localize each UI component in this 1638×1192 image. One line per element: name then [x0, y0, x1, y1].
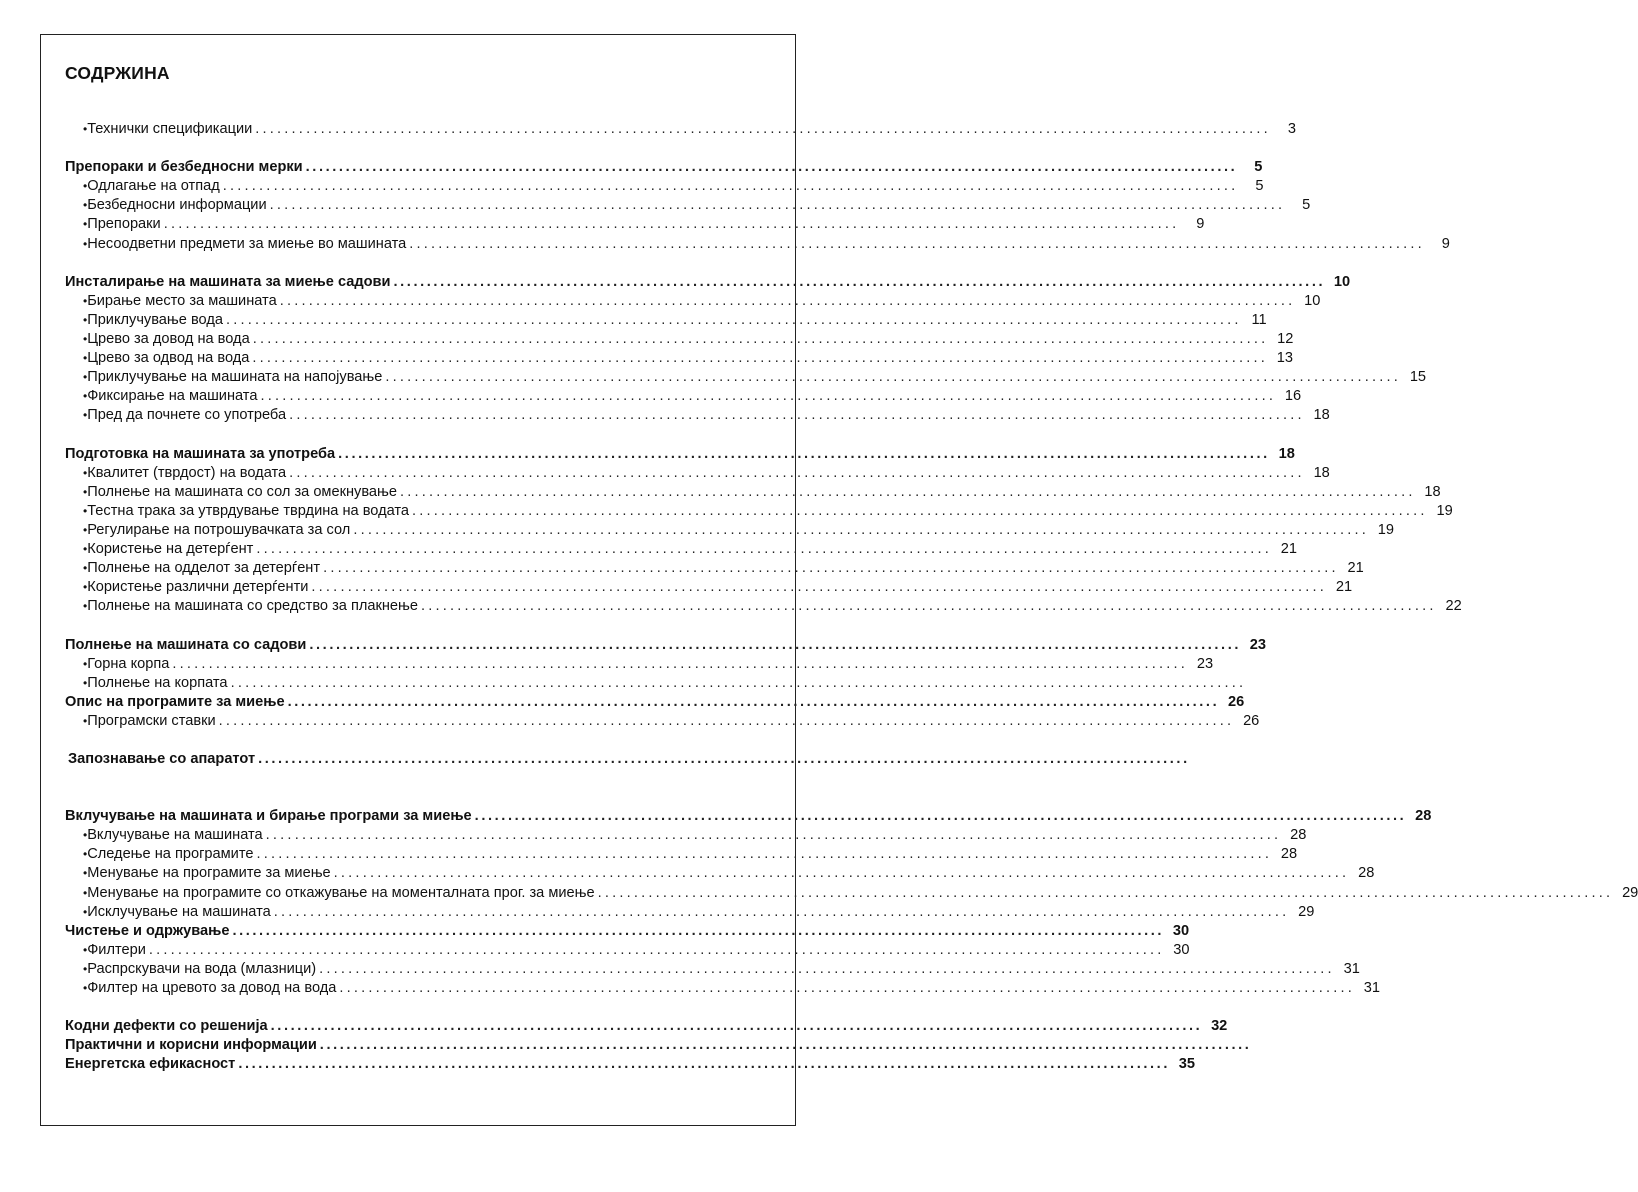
toc-spacer — [65, 255, 737, 274]
dot-leader: ............................................................................................................................................ — [255, 121, 1271, 137]
toc-entry[interactable] — [65, 350, 1294, 369]
bullet-icon: • — [83, 217, 88, 232]
toc-entry[interactable] — [65, 197, 1311, 216]
toc-page-number: 3 — [1287, 121, 1296, 137]
page-title: СОДРЖИНА — [65, 63, 170, 83]
dot-leader: ............................................................................................................................................ — [385, 369, 1402, 386]
toc-label: Црево за одвод на вода — [87, 350, 250, 367]
toc-page-number: 5 — [1254, 159, 1263, 176]
toc-page-number: 21 — [1280, 541, 1298, 558]
dot-leader: ............................................................................................................................................ — [218, 712, 1235, 729]
toc-page-number: 12 — [1277, 331, 1294, 348]
dot-leader: ............................................................................................................................................ — [279, 292, 1296, 309]
bullet-icon: • — [83, 961, 88, 976]
toc-entry[interactable] — [65, 388, 1302, 407]
dot-leader: ............................................................................................................................................ — [260, 388, 1277, 405]
toc-spacer — [65, 999, 737, 1018]
toc-entry[interactable] — [65, 674, 1247, 694]
toc-entry[interactable] — [65, 846, 1298, 865]
toc-entry[interactable] — [65, 541, 1298, 560]
toc-page-number: 29 — [1622, 884, 1638, 901]
toc-label: Фиксирање на машината — [87, 388, 258, 405]
toc-entry[interactable] — [65, 960, 1360, 980]
dot-leader: ............................................................................................................................................ — [273, 903, 1290, 920]
toc-page-number: 35 — [1178, 1056, 1195, 1073]
dot-leader: ............................................................................................................................................ — [311, 579, 1328, 596]
toc-page-number: 10 — [1304, 292, 1321, 309]
toc-section[interactable] — [65, 273, 1351, 293]
toc-label: Полнење на машината со садови — [65, 636, 307, 653]
dot-leader: ............................................................................................................................................ — [225, 311, 1242, 328]
toc-label: Користење различни детерѓенти — [87, 579, 309, 596]
dot-leader: ............................................................................................................................................ — [222, 178, 1239, 195]
toc-label: Одлагање на отпад — [87, 178, 220, 195]
toc-entry[interactable] — [65, 579, 1353, 598]
bullet-icon: • — [83, 293, 88, 308]
dot-leader: ............................................................................................................................................ — [421, 598, 1437, 615]
toc-label: Вклучување на машината и бирање програми за миење — [65, 808, 472, 825]
toc-label: Чистење и одржување — [65, 922, 230, 939]
toc-page-number: 15 — [1409, 369, 1427, 386]
toc-label: Пред да почнете со употреба — [87, 407, 287, 424]
toc-entry[interactable] — [65, 865, 1375, 884]
toc-label: Полнење на корпата — [87, 674, 228, 691]
dot-leader: ............................................................................................................................................ — [270, 1018, 1203, 1035]
toc-entry[interactable] — [65, 407, 1330, 426]
toc-label: Користење на детерѓент — [87, 541, 254, 558]
bullet-icon: • — [83, 389, 88, 404]
dot-leader: ............................................................................................................................................ — [163, 216, 1180, 233]
toc-label: Опис на програмите за миење — [65, 693, 285, 710]
toc-spacer — [65, 140, 737, 159]
bullet-icon: • — [83, 370, 88, 385]
toc-label: Бирање место за машината — [87, 292, 277, 309]
dot-leader: ............................................................................................................................................ — [319, 960, 1335, 977]
bullet-icon: • — [83, 542, 88, 557]
dot-leader: ............................................................................................................................................ — [172, 655, 1189, 672]
toc-page-number: 5 — [1302, 197, 1311, 214]
toc-label: Подготовка на машината за употреба — [65, 445, 336, 462]
dot-leader: ............................................................................................................................................ — [339, 980, 1356, 997]
toc-entry[interactable] — [65, 292, 1321, 312]
dot-leader: ............................................................................................................................................ — [289, 464, 1305, 481]
toc-entry[interactable] — [65, 235, 1450, 255]
toc-label: Програмски ставки — [87, 712, 216, 729]
toc-label: Несоодветни предмети за миење во машината — [87, 235, 407, 252]
dot-leader: ............................................................................................................................................ — [148, 941, 1165, 958]
dot-leader: ............................................................................................................................................ — [474, 808, 1407, 825]
toc-section[interactable] — [65, 159, 1263, 178]
toc-entry[interactable] — [65, 941, 1190, 961]
toc-entry[interactable] — [65, 598, 1462, 617]
dot-leader: ............................................................................................................................................ — [269, 197, 1286, 214]
bullet-icon: • — [83, 675, 88, 690]
toc-entry[interactable] — [65, 464, 1330, 484]
toc-page-number: 22 — [1445, 598, 1462, 615]
toc-label: Распрскувачи на вода (млазници) — [87, 960, 317, 977]
toc-page-number: 30 — [1173, 941, 1190, 958]
dot-leader: ............................................................................................................................................ — [230, 674, 1247, 691]
toc-page-number: 18 — [1313, 407, 1330, 424]
toc-label: Регулирање на потрошувачката за сол — [87, 521, 351, 538]
toc-label: Технички спецификации — [87, 121, 253, 137]
dot-leader: ............................................................................................................................................ — [265, 827, 1282, 844]
toc-page-number: 28 — [1415, 808, 1432, 825]
toc-section[interactable] — [65, 693, 1245, 713]
toc-label: Вклучување на машината — [87, 827, 263, 844]
toc-entry[interactable] — [65, 884, 1638, 904]
toc-entry[interactable] — [65, 655, 1214, 675]
bullet-icon: • — [83, 656, 88, 671]
toc-section[interactable] — [65, 1056, 1195, 1075]
toc-section[interactable] — [65, 751, 1190, 770]
toc-entry[interactable] — [65, 903, 1315, 923]
bullet-icon: • — [83, 981, 88, 996]
toc-page-number: 23 — [1196, 655, 1214, 672]
bullet-icon: • — [83, 847, 88, 862]
bullet-icon: • — [83, 332, 88, 347]
bullet-icon: • — [83, 866, 88, 881]
bullet-icon: • — [83, 561, 88, 576]
dot-leader: ............................................................................................................................................ — [597, 884, 1614, 901]
toc-entry[interactable] — [65, 216, 1205, 235]
toc-entry[interactable] — [65, 502, 1453, 522]
bullet-icon: • — [83, 179, 88, 194]
toc-label: Енергетска ефикасност — [65, 1056, 236, 1073]
bullet-icon: • — [83, 828, 88, 843]
toc-label: Безбедносни информации — [87, 197, 267, 214]
toc-page-number: 29 — [1298, 903, 1315, 920]
dot-leader: ............................................................................................................................................ — [409, 235, 1425, 252]
bullet-icon: • — [83, 484, 88, 499]
dot-leader: ............................................................................................................................................ — [256, 846, 1273, 863]
toc-page-number: 19 — [1377, 521, 1394, 538]
toc-entry[interactable] — [65, 178, 1264, 197]
toc-section[interactable] — [65, 1018, 1228, 1037]
bullet-icon: • — [83, 885, 88, 900]
toc-label: Тестна трака за утврдување тврдина на водата — [87, 502, 410, 519]
toc-entry[interactable] — [65, 121, 1296, 140]
toc-label: Црево за довод на вода — [87, 331, 250, 348]
toc-section[interactable] — [65, 922, 1190, 942]
toc-label: Полнење на машината со средство за плакнење — [87, 598, 419, 615]
toc-entry[interactable] — [65, 331, 1294, 350]
toc-page-number: 23 — [1249, 636, 1267, 653]
toc-entry[interactable] — [65, 712, 1260, 732]
toc-page-number: 13 — [1276, 350, 1294, 367]
toc-label: Филтери — [87, 941, 146, 958]
bullet-icon: • — [83, 599, 88, 614]
toc-page-number: 28 — [1290, 827, 1307, 844]
toc-label: Препораки и безбедносни мерки — [65, 159, 303, 176]
toc-page-number: 32 — [1211, 1018, 1228, 1035]
toc-label: Препораки — [87, 216, 161, 233]
dot-leader: ............................................................................................................................................ — [232, 922, 1165, 939]
dot-leader: ............................................................................................................................................ — [289, 407, 1305, 424]
toc-label: Следење на програмите — [87, 846, 254, 863]
dot-leader: ............................................................................................................................................ — [252, 350, 1269, 367]
toc-page-number: 26 — [1243, 712, 1260, 729]
toc-label: Горна корпа — [87, 655, 170, 672]
toc-label: Исклучување на машината — [87, 903, 271, 920]
dot-leader: ............................................................................................................................................ — [353, 521, 1369, 538]
bullet-icon: • — [83, 580, 88, 595]
toc-label: Полнење на одделот за детерѓент — [87, 560, 321, 577]
toc-page-number: 28 — [1280, 846, 1298, 863]
toc-spacer — [65, 732, 737, 751]
toc-section[interactable] — [65, 1037, 1252, 1056]
dot-leader: ............................................................................................................................................ — [309, 636, 1242, 653]
dot-leader: ............................................................................................................................................ — [319, 1037, 1252, 1054]
dot-leader: ............................................................................................................................................ — [333, 865, 1350, 882]
dot-leader: ............................................................................................................................................ — [305, 159, 1238, 176]
toc-section[interactable] — [65, 445, 1295, 465]
dot-leader: ............................................................................................................................................ — [412, 502, 1428, 519]
toc-section[interactable] — [65, 636, 1267, 656]
toc-page-number: 16 — [1284, 388, 1302, 405]
toc-page-number: 19 — [1436, 502, 1453, 519]
toc-page-number: 28 — [1358, 865, 1375, 882]
toc-page-number: 5 — [1255, 178, 1264, 195]
toc-section[interactable] — [65, 808, 1432, 827]
toc-page-number: 18 — [1278, 445, 1295, 462]
toc-label: Филтер на цревото за довод на вода — [87, 980, 337, 997]
dot-leader: ............................................................................................................................................ — [252, 331, 1269, 348]
toc-entry[interactable] — [65, 369, 1427, 388]
dot-leader: ............................................................................................................................................ — [287, 693, 1220, 710]
bullet-icon: • — [83, 522, 88, 537]
dot-leader: ............................................................................................................................................ — [338, 445, 1270, 462]
bullet-icon: • — [83, 351, 88, 366]
bullet-icon: • — [83, 312, 88, 327]
bullet-icon: • — [83, 904, 88, 919]
bullet-icon: • — [83, 236, 88, 251]
bullet-icon: • — [83, 465, 88, 480]
toc-entry[interactable] — [65, 980, 1381, 999]
toc-label: Кодни дефекти со решенија — [65, 1018, 268, 1035]
toc-label: Менување на програмите за миење — [87, 865, 331, 882]
dot-leader: ............................................................................................................................................ — [393, 273, 1326, 290]
toc-page-number: 30 — [1172, 922, 1190, 939]
toc-entry[interactable] — [65, 521, 1394, 541]
table-of-contents — [65, 121, 1638, 1076]
toc-page-number: 31 — [1363, 980, 1381, 997]
toc-page-number: 18 — [1313, 464, 1330, 481]
toc-page-number: 11 — [1251, 311, 1267, 328]
toc-label: Запознавање со апаратот — [68, 751, 256, 768]
toc-page-number: 26 — [1228, 693, 1245, 710]
toc-page-number: 31 — [1343, 960, 1360, 977]
bullet-icon: • — [83, 503, 88, 518]
bullet-icon: • — [83, 198, 88, 213]
toc-page-number: 18 — [1424, 483, 1441, 500]
toc-entry[interactable] — [65, 827, 1307, 846]
toc-page-number: 21 — [1335, 579, 1353, 596]
toc-label: Практични и корисни информации — [65, 1037, 317, 1054]
dot-leader: ............................................................................................................................................ — [256, 541, 1273, 558]
bullet-icon: • — [83, 942, 88, 957]
toc-entry[interactable] — [65, 483, 1441, 503]
toc-page-number: 21 — [1347, 560, 1364, 577]
toc-page-number: 9 — [1441, 235, 1450, 252]
dot-leader: ............................................................................................................................................ — [238, 1056, 1170, 1073]
toc-entry[interactable] — [65, 560, 1364, 579]
bullet-icon: • — [83, 408, 88, 423]
bullet-icon: • — [83, 713, 88, 728]
dot-leader: ............................................................................................................................................ — [400, 483, 1416, 500]
toc-page-number: 10 — [1333, 273, 1351, 290]
dot-leader: ............................................................................................................................................ — [323, 560, 1339, 577]
toc-label: Приклучување на машината на напојување — [87, 369, 383, 386]
toc-entry[interactable] — [65, 311, 1267, 331]
bullet-icon: • — [83, 122, 88, 136]
toc-label: Квалитет (тврдост) на водата — [87, 464, 287, 481]
toc-label: Менување на програмите со откажување на моменталната прог. за миење — [87, 884, 595, 901]
toc-spacer — [65, 617, 737, 636]
dot-leader: ............................................................................................................................................ — [258, 751, 1190, 768]
toc-spacer — [65, 770, 737, 808]
toc-label: Инсталирање на машината за миење садови — [65, 273, 391, 290]
toc-label: Приклучување вода — [87, 311, 223, 328]
toc-spacer — [65, 427, 737, 446]
toc-page-number: 9 — [1196, 216, 1205, 233]
toc-label: Полнење на машината со сол за омекнување — [87, 483, 397, 500]
